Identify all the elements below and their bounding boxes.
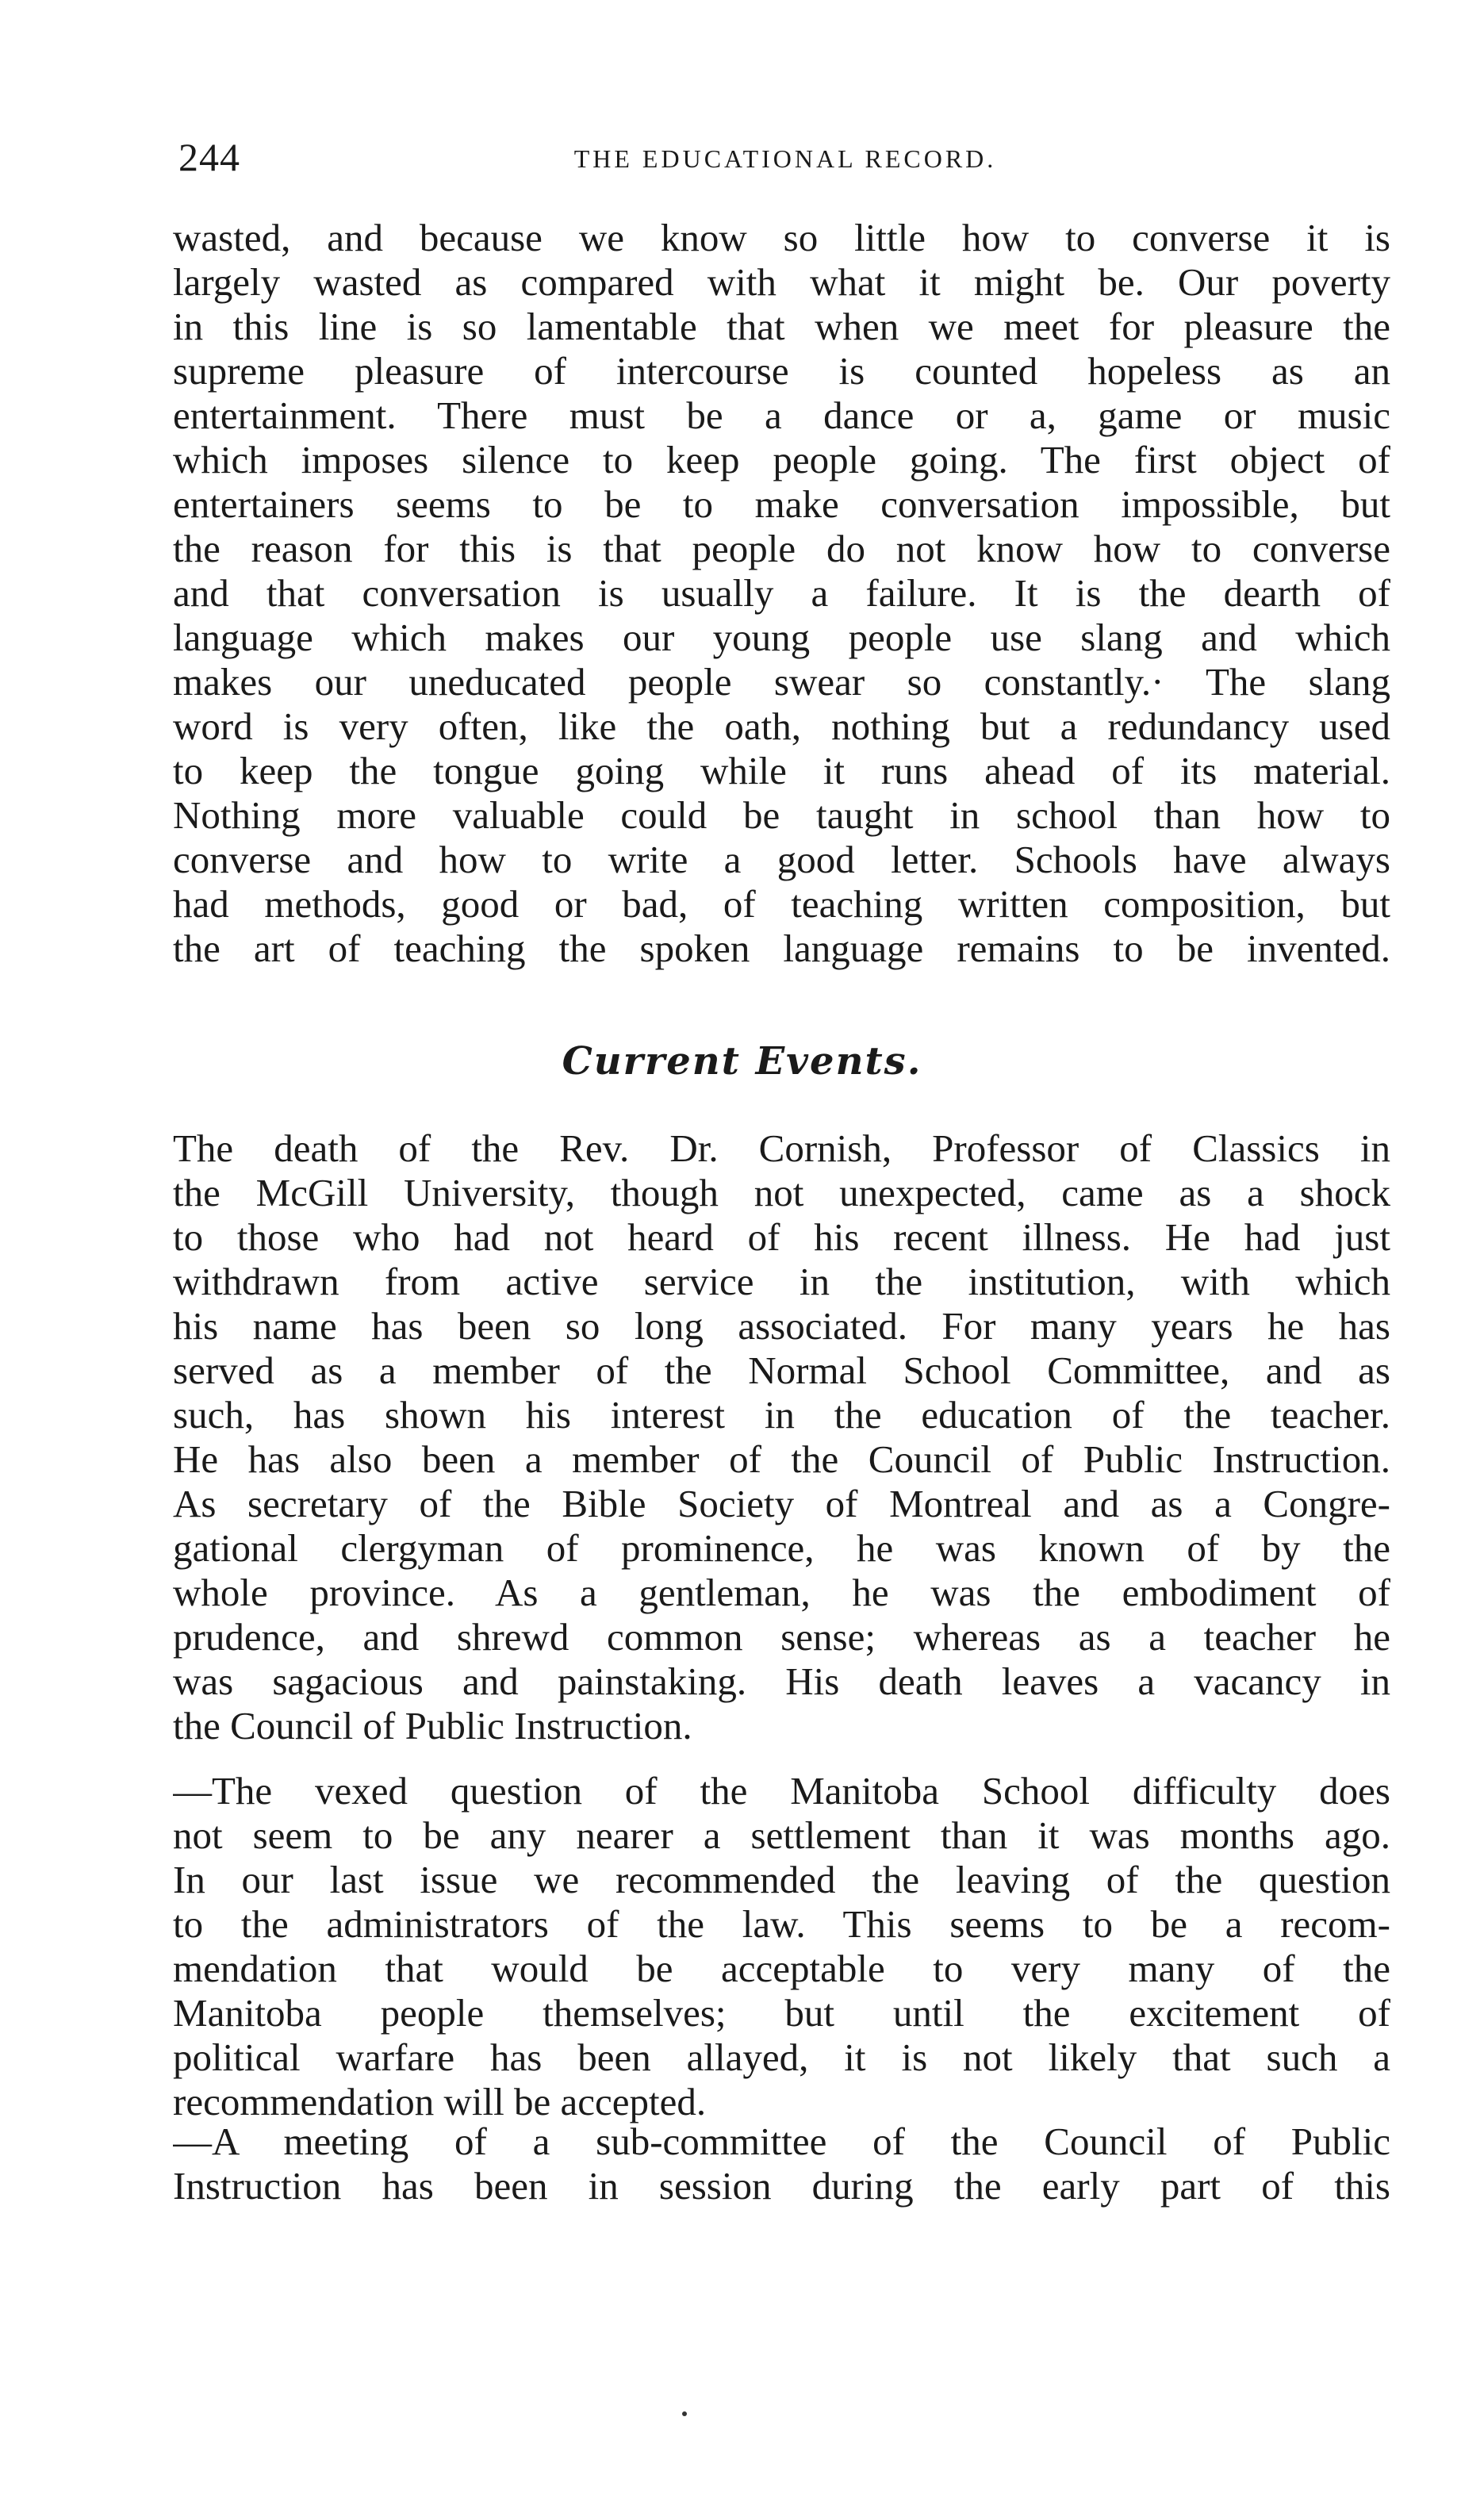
text-line: Nothing more valuable could be taught in school than how to xyxy=(173,793,1390,837)
text-line: The death of the Rev. Dr. Cornish, Professor of Classics in xyxy=(173,1126,1390,1170)
text-line: entertainers seems to be to make conversation impossible, but xyxy=(173,482,1390,526)
text-line: to those who had not heard of his recent illness. He had just xyxy=(173,1215,1390,1259)
text-line: and that conversation is usually a failure. It is the dearth of xyxy=(173,571,1390,615)
text-line: entertainment. There must be a dance or a, game or music xyxy=(173,393,1390,437)
text-line: In our last issue we recommended the leaving of the question xyxy=(173,1858,1390,1901)
text-line: recommendation will be accepted. xyxy=(173,2080,707,2123)
text-line: not seem to be any nearer a settlement than it was months ago. xyxy=(173,1813,1390,1857)
text-line: Instruction has been in session during the early part of this xyxy=(173,2164,1390,2208)
running-head: THE EDUCATIONAL RECORD. xyxy=(573,144,997,173)
text-line: had methods, good or bad, of teaching written composition, but xyxy=(173,882,1390,926)
text-line: withdrawn from active service in the institution, with which xyxy=(173,1260,1390,1303)
text-line: which imposes silence to keep people going. The first object of xyxy=(173,438,1390,481)
text-line: his name has been so long associated. For many years he has xyxy=(173,1304,1390,1348)
text-line: such, has shown his interest in the education of the teacher. xyxy=(173,1393,1390,1437)
text-line: word is very often, like the oath, nothing but a redundancy used xyxy=(173,704,1390,748)
paragraph-conversation xyxy=(173,216,1390,971)
text-line: gational clergyman of prominence, he was known of by the xyxy=(173,1526,1390,1570)
text-line: makes our uneducated people swear so constantly.· The slang xyxy=(173,660,1390,704)
text-line: was sagacious and painstaking. His death leaves a vacancy in xyxy=(173,1659,1390,1703)
text-line: to keep the tongue going while it runs ahead of its material. xyxy=(173,749,1390,792)
text-line: —A meeting of a sub-committee of the Council of Public xyxy=(173,2120,1390,2163)
printer-dot xyxy=(682,2411,687,2416)
text-line: prudence, and shrewd common sense; whereas as a teacher he xyxy=(173,1615,1390,1659)
text-line: the McGill University, though not unexpected, came as a shock xyxy=(173,1171,1390,1214)
text-line: language which makes our young people use slang and which xyxy=(173,616,1390,659)
text-line: to the administrators of the law. This seems to be a recom- xyxy=(173,1902,1390,1946)
text-line: the reason for this is that people do not know how to converse xyxy=(173,527,1390,570)
text-line: Manitoba people themselves; but until the excitement of xyxy=(173,1991,1390,2035)
text-line: As secretary of the Bible Society of Montreal and as a Congre- xyxy=(173,1482,1390,1525)
text-line: He has also been a member of the Council of Public Instruction. xyxy=(173,1437,1390,1481)
text-line: whole province. As a gentleman, he was the embodiment of xyxy=(173,1571,1390,1614)
paragraph-sub-committee xyxy=(173,2120,1390,2208)
section-heading: Current Events. xyxy=(562,1039,922,1084)
paragraph-cornish xyxy=(173,1126,1390,1748)
text-line: served as a member of the Normal School Committee, and as xyxy=(173,1348,1390,1392)
text-line: largely wasted as compared with what it might be. Our poverty xyxy=(173,260,1390,304)
paragraph-manitoba xyxy=(173,1769,1390,2124)
page-header xyxy=(178,133,1392,181)
text-line: supreme pleasure of intercourse is counted hopeless as an xyxy=(173,349,1390,393)
page-number: 244 xyxy=(178,135,240,179)
text-line: wasted, and because we know so little how to converse it is xyxy=(173,216,1390,259)
text-line: mendation that would be acceptable to very many of the xyxy=(173,1947,1390,1990)
text-line: the Council of Public Instruction. xyxy=(173,1704,692,1747)
text-line: converse and how to write a good letter. Schools have always xyxy=(173,838,1390,881)
text-line: political warfare has been allayed, it is not likely that such a xyxy=(173,2035,1390,2079)
text-line: the art of teaching the spoken language remains to be invented. xyxy=(173,926,1390,970)
text-line: —The vexed question of the Manitoba School difficulty does xyxy=(173,1769,1390,1813)
text-line: in this line is so lamentable that when we meet for pleasure the xyxy=(173,305,1390,348)
